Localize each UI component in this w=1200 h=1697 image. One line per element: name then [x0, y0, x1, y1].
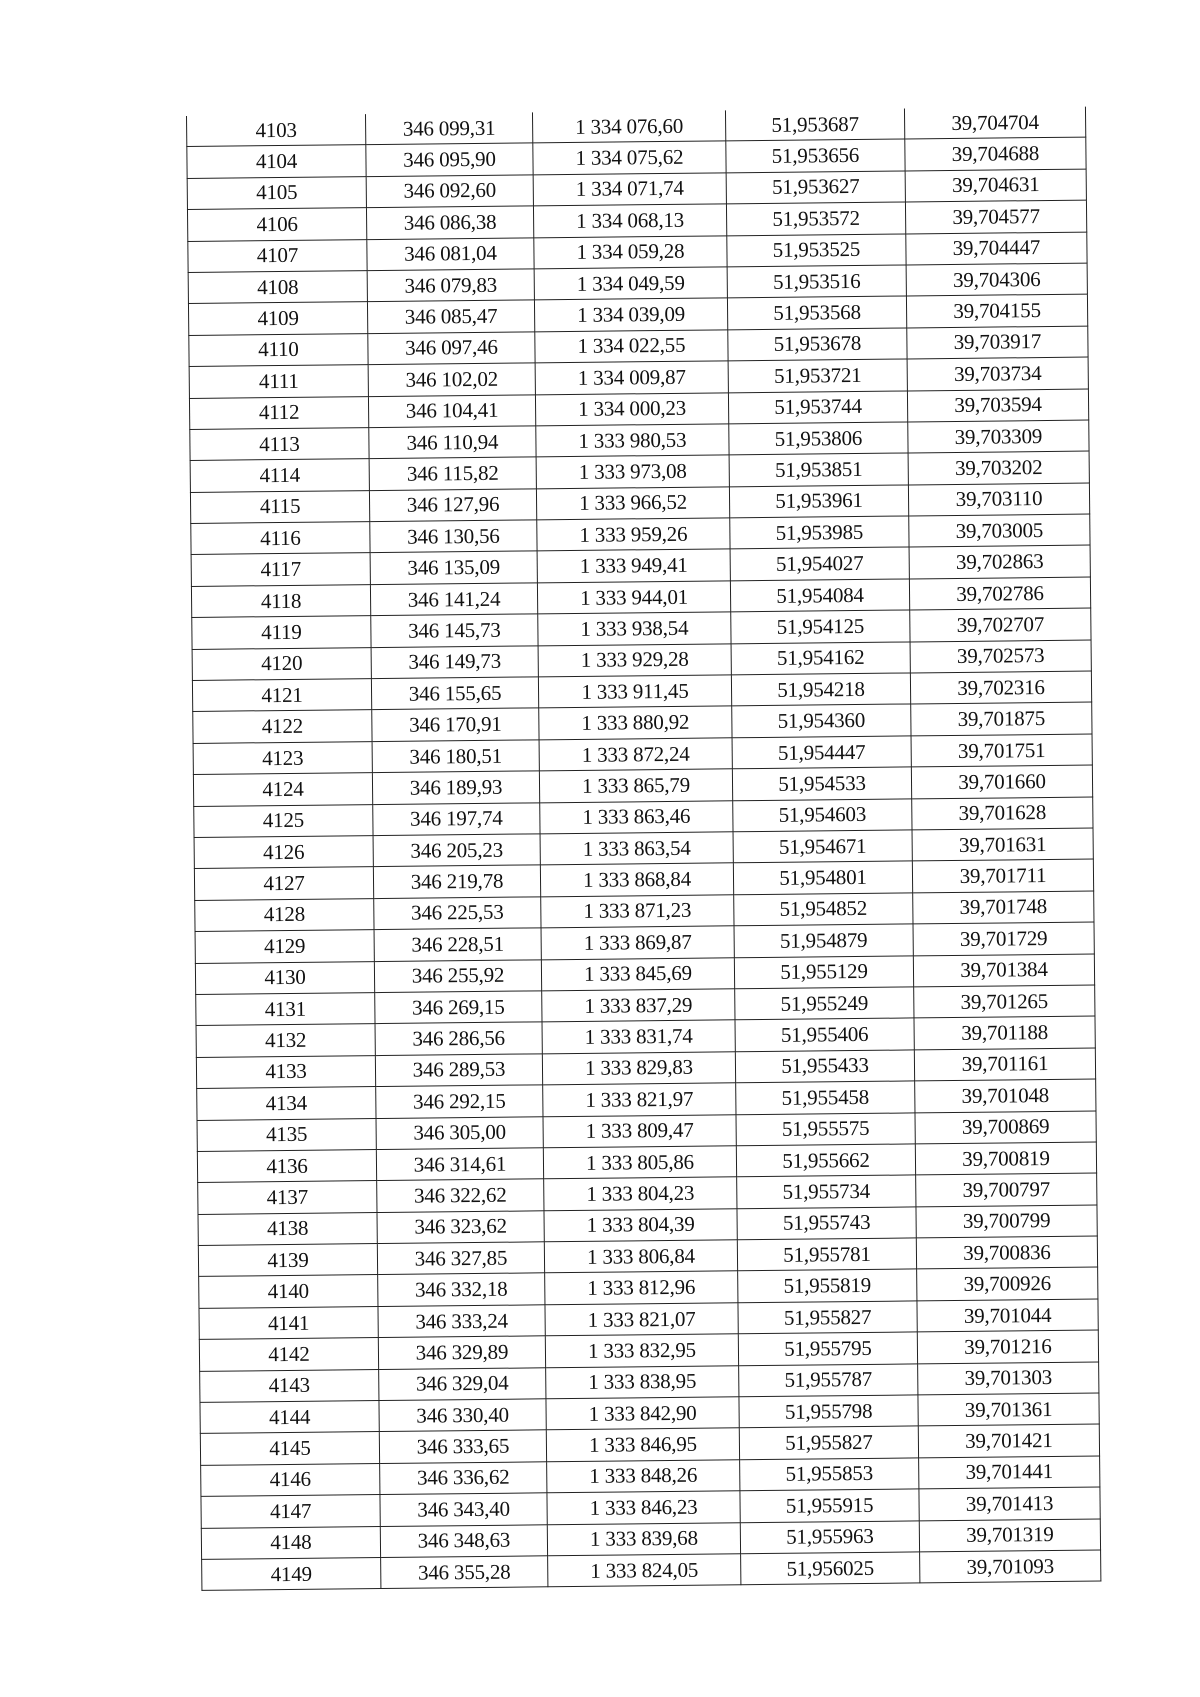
longitude-cell: 39,701384	[913, 954, 1094, 987]
longitude-cell: 39,701628	[912, 797, 1093, 830]
x-coordinate-cell: 346 305,00	[376, 1116, 543, 1149]
y-coordinate-cell: 1 333 944,01	[537, 581, 730, 614]
y-coordinate-cell: 1 333 824,05	[548, 1554, 741, 1587]
point-number-cell: 4135	[197, 1118, 376, 1151]
x-coordinate-cell: 346 322,62	[377, 1179, 544, 1212]
x-coordinate-cell: 346 330,40	[379, 1399, 546, 1432]
latitude-cell: 51,955819	[738, 1269, 917, 1302]
x-coordinate-cell: 346 348,63	[380, 1524, 547, 1557]
y-coordinate-cell: 1 333 831,74	[542, 1020, 735, 1053]
longitude-cell: 39,702863	[909, 546, 1090, 579]
longitude-cell: 39,704704	[904, 107, 1085, 140]
x-coordinate-cell: 346 289,53	[375, 1054, 542, 1087]
x-coordinate-cell: 346 329,04	[379, 1367, 546, 1400]
longitude-cell: 39,704155	[906, 294, 1087, 327]
latitude-cell: 51,954533	[732, 767, 911, 800]
x-coordinate-cell: 346 255,92	[374, 959, 541, 992]
x-coordinate-cell: 346 292,15	[376, 1085, 543, 1118]
x-coordinate-cell: 346 343,40	[380, 1493, 547, 1526]
x-coordinate-cell: 346 355,28	[381, 1556, 548, 1589]
point-number-cell: 4129	[195, 930, 374, 963]
longitude-cell: 39,701093	[920, 1550, 1101, 1583]
latitude-cell: 51,955249	[735, 987, 914, 1020]
longitude-cell: 39,700819	[915, 1142, 1096, 1175]
latitude-cell: 51,955787	[739, 1364, 918, 1397]
longitude-cell: 39,701303	[918, 1362, 1099, 1395]
x-coordinate-cell: 346 269,15	[375, 991, 542, 1024]
coordinates-table-container	[186, 107, 1095, 1592]
point-number-cell: 4148	[201, 1526, 380, 1559]
y-coordinate-cell: 1 333 812,96	[545, 1271, 738, 1304]
y-coordinate-cell: 1 334 039,09	[534, 298, 727, 331]
y-coordinate-cell: 1 333 872,24	[539, 738, 732, 771]
longitude-cell: 39,704631	[905, 169, 1086, 202]
x-coordinate-cell: 346 141,24	[370, 583, 537, 616]
longitude-cell: 39,701751	[911, 734, 1092, 767]
y-coordinate-cell: 1 333 805,86	[543, 1146, 736, 1179]
y-coordinate-cell: 1 333 938,54	[538, 612, 731, 645]
point-number-cell: 4126	[194, 836, 373, 869]
latitude-cell: 51,955827	[738, 1301, 917, 1334]
point-number-cell: 4144	[200, 1401, 379, 1434]
x-coordinate-cell: 346 180,51	[372, 740, 539, 773]
latitude-cell: 51,954879	[734, 924, 913, 957]
longitude-cell: 39,701441	[919, 1456, 1100, 1489]
y-coordinate-cell: 1 333 832,95	[545, 1334, 738, 1367]
longitude-cell: 39,701161	[914, 1048, 1095, 1081]
x-coordinate-cell: 346 219,78	[373, 865, 540, 898]
point-number-cell: 4139	[198, 1244, 377, 1277]
y-coordinate-cell: 1 334 049,59	[534, 267, 727, 300]
longitude-cell: 39,701875	[911, 702, 1092, 735]
longitude-cell: 39,701048	[915, 1079, 1096, 1112]
longitude-cell: 39,703110	[908, 483, 1089, 516]
y-coordinate-cell: 1 334 009,87	[535, 361, 728, 394]
longitude-cell: 39,703917	[907, 326, 1088, 359]
latitude-cell: 51,955129	[734, 955, 913, 988]
x-coordinate-cell: 346 086,38	[366, 206, 533, 239]
y-coordinate-cell: 1 333 842,90	[546, 1397, 739, 1430]
point-number-cell: 4111	[189, 365, 368, 398]
y-coordinate-cell: 1 334 076,60	[532, 110, 725, 143]
y-coordinate-cell: 1 333 966,52	[536, 487, 729, 520]
longitude-cell: 39,703594	[907, 389, 1088, 422]
y-coordinate-cell: 1 333 838,95	[546, 1365, 739, 1398]
longitude-cell: 39,701265	[914, 985, 1095, 1018]
longitude-cell: 39,704577	[905, 200, 1086, 233]
longitude-cell: 39,700869	[915, 1111, 1096, 1144]
latitude-cell: 51,954447	[732, 736, 911, 769]
point-number-cell: 4133	[196, 1055, 375, 1088]
x-coordinate-cell: 346 333,65	[379, 1430, 546, 1463]
y-coordinate-cell: 1 333 806,84	[544, 1240, 737, 1273]
latitude-cell: 51,953851	[729, 453, 908, 486]
point-number-cell: 4127	[194, 867, 373, 900]
x-coordinate-cell: 346 332,18	[378, 1273, 545, 1306]
x-coordinate-cell: 346 228,51	[374, 928, 541, 961]
y-coordinate-cell: 1 333 863,54	[540, 832, 733, 865]
point-number-cell: 4136	[197, 1149, 376, 1182]
latitude-cell: 51,954084	[730, 579, 909, 612]
longitude-cell: 39,701188	[914, 1016, 1095, 1049]
point-number-cell: 4134	[197, 1087, 376, 1120]
latitude-cell: 51,955963	[740, 1520, 919, 1553]
point-number-cell: 4138	[198, 1212, 377, 1245]
y-coordinate-cell: 1 333 804,23	[544, 1177, 737, 1210]
latitude-cell: 51,953678	[728, 328, 907, 361]
y-coordinate-cell: 1 333 868,84	[540, 863, 733, 896]
longitude-cell: 39,701319	[919, 1519, 1100, 1552]
latitude-cell: 51,955458	[736, 1081, 915, 1114]
point-number-cell: 4114	[190, 459, 369, 492]
longitude-cell: 39,704306	[906, 263, 1087, 296]
x-coordinate-cell: 346 149,73	[371, 645, 538, 678]
y-coordinate-cell: 1 333 869,87	[541, 926, 734, 959]
y-coordinate-cell: 1 334 059,28	[534, 235, 727, 268]
latitude-cell: 51,955853	[740, 1458, 919, 1491]
x-coordinate-cell: 346 079,83	[367, 269, 534, 302]
x-coordinate-cell: 346 170,91	[372, 708, 539, 741]
latitude-cell: 51,953525	[727, 234, 906, 267]
point-number-cell: 4123	[193, 741, 372, 774]
y-coordinate-cell: 1 333 863,46	[540, 800, 733, 833]
longitude-cell: 39,703734	[907, 357, 1088, 390]
point-number-cell: 4142	[199, 1338, 378, 1371]
latitude-cell: 51,955798	[739, 1395, 918, 1428]
coordinates-table	[186, 107, 1101, 1592]
y-coordinate-cell: 1 334 068,13	[533, 204, 726, 237]
longitude-cell: 39,702786	[909, 577, 1090, 610]
latitude-cell: 51,953572	[726, 202, 905, 235]
latitude-cell: 51,955575	[736, 1112, 915, 1145]
latitude-cell: 51,953516	[727, 265, 906, 298]
point-number-cell: 4147	[201, 1495, 380, 1528]
x-coordinate-cell: 346 145,73	[371, 614, 538, 647]
x-coordinate-cell: 346 333,24	[378, 1305, 545, 1338]
latitude-cell: 51,954603	[733, 799, 912, 832]
point-number-cell: 4121	[192, 679, 371, 712]
longitude-cell: 39,701421	[918, 1424, 1099, 1457]
point-number-cell: 4146	[201, 1463, 380, 1496]
longitude-cell: 39,703202	[908, 451, 1089, 484]
x-coordinate-cell: 346 327,85	[377, 1242, 544, 1275]
x-coordinate-cell: 346 336,62	[380, 1462, 547, 1495]
x-coordinate-cell: 346 155,65	[371, 677, 538, 710]
point-number-cell: 4107	[188, 239, 367, 272]
latitude-cell: 51,955915	[740, 1489, 919, 1522]
x-coordinate-cell: 346 197,74	[373, 802, 540, 835]
latitude-cell: 51,953806	[729, 422, 908, 455]
latitude-cell: 51,954671	[733, 830, 912, 863]
longitude-cell: 39,700836	[916, 1236, 1097, 1269]
latitude-cell: 51,954218	[731, 673, 910, 706]
x-coordinate-cell: 346 127,96	[369, 489, 536, 522]
latitude-cell: 51,953985	[730, 516, 909, 549]
latitude-cell: 51,954125	[731, 610, 910, 643]
point-number-cell: 4118	[191, 584, 370, 617]
latitude-cell: 51,955781	[737, 1238, 916, 1271]
point-number-cell: 4122	[193, 710, 372, 743]
point-number-cell: 4130	[195, 961, 374, 994]
y-coordinate-cell: 1 333 846,95	[546, 1428, 739, 1461]
latitude-cell: 51,955406	[735, 1018, 914, 1051]
x-coordinate-cell: 346 097,46	[368, 332, 535, 365]
y-coordinate-cell: 1 333 880,92	[539, 706, 732, 739]
x-coordinate-cell: 346 286,56	[375, 1022, 542, 1055]
y-coordinate-cell: 1 333 837,29	[542, 989, 735, 1022]
latitude-cell: 51,954360	[732, 704, 911, 737]
x-coordinate-cell: 346 102,02	[368, 363, 535, 396]
y-coordinate-cell: 1 333 949,41	[537, 549, 730, 582]
longitude-cell: 39,702316	[910, 671, 1091, 704]
y-coordinate-cell: 1 333 848,26	[547, 1460, 740, 1493]
latitude-cell: 51,955662	[736, 1144, 915, 1177]
x-coordinate-cell: 346 225,53	[374, 897, 541, 930]
y-coordinate-cell: 1 333 839,68	[547, 1522, 740, 1555]
x-coordinate-cell: 346 092,60	[366, 175, 533, 208]
y-coordinate-cell: 1 333 973,08	[536, 455, 729, 488]
latitude-cell: 51,955743	[737, 1207, 916, 1240]
latitude-cell: 51,955795	[738, 1332, 917, 1365]
longitude-cell: 39,701361	[918, 1393, 1099, 1426]
y-coordinate-cell: 1 333 821,97	[543, 1083, 736, 1116]
latitude-cell: 51,954162	[731, 642, 910, 675]
point-number-cell: 4108	[188, 271, 367, 304]
x-coordinate-cell: 346 104,41	[368, 394, 535, 427]
x-coordinate-cell: 346 115,82	[369, 457, 536, 490]
y-coordinate-cell: 1 334 071,74	[533, 173, 726, 206]
y-coordinate-cell: 1 333 929,28	[538, 643, 731, 676]
y-coordinate-cell: 1 333 871,23	[541, 895, 734, 928]
x-coordinate-cell: 346 110,94	[369, 426, 536, 459]
x-coordinate-cell: 346 189,93	[372, 771, 539, 804]
x-coordinate-cell: 346 081,04	[367, 237, 534, 270]
point-number-cell: 4106	[187, 208, 366, 241]
point-number-cell: 4115	[190, 490, 369, 523]
point-number-cell: 4128	[195, 898, 374, 931]
y-coordinate-cell: 1 334 075,62	[533, 141, 726, 174]
longitude-cell: 39,702707	[910, 608, 1091, 641]
latitude-cell: 51,953961	[729, 485, 908, 518]
longitude-cell: 39,700797	[916, 1173, 1097, 1206]
y-coordinate-cell: 1 333 959,26	[537, 518, 730, 551]
longitude-cell: 39,701660	[911, 765, 1092, 798]
latitude-cell: 51,953687	[725, 108, 904, 141]
longitude-cell: 39,700799	[916, 1205, 1097, 1238]
point-number-cell: 4145	[200, 1432, 379, 1465]
y-coordinate-cell: 1 333 846,23	[547, 1491, 740, 1524]
longitude-cell: 39,701631	[912, 828, 1093, 861]
point-number-cell: 4112	[189, 396, 368, 429]
point-number-cell: 4117	[191, 553, 370, 586]
point-number-cell: 4119	[192, 616, 371, 649]
latitude-cell: 51,955433	[735, 1050, 914, 1083]
y-coordinate-cell: 1 333 911,45	[538, 675, 731, 708]
latitude-cell: 51,954852	[734, 893, 913, 926]
longitude-cell: 39,701413	[919, 1487, 1100, 1520]
longitude-cell: 39,701729	[913, 922, 1094, 955]
longitude-cell: 39,703005	[909, 514, 1090, 547]
latitude-cell: 51,953568	[727, 296, 906, 329]
point-number-cell: 4110	[189, 333, 368, 366]
point-number-cell: 4132	[196, 1024, 375, 1057]
coordinates-table-body	[186, 107, 1100, 1591]
longitude-cell: 39,704447	[906, 232, 1087, 265]
point-number-cell: 4105	[187, 176, 366, 209]
longitude-cell: 39,703309	[908, 420, 1089, 453]
latitude-cell: 51,953744	[728, 390, 907, 423]
point-number-cell: 4113	[190, 428, 369, 461]
x-coordinate-cell: 346 323,62	[377, 1210, 544, 1243]
latitude-cell: 51,953656	[726, 139, 905, 172]
longitude-cell: 39,700926	[917, 1267, 1098, 1300]
x-coordinate-cell: 346 135,09	[370, 551, 537, 584]
point-number-cell: 4137	[198, 1181, 377, 1214]
y-coordinate-cell: 1 334 000,23	[535, 392, 728, 425]
point-number-cell: 4109	[188, 302, 367, 335]
latitude-cell: 51,955827	[739, 1426, 918, 1459]
y-coordinate-cell: 1 333 865,79	[539, 769, 732, 802]
longitude-cell: 39,701044	[917, 1299, 1098, 1332]
latitude-cell: 51,954027	[730, 547, 909, 580]
point-number-cell: 4124	[193, 773, 372, 806]
point-number-cell: 4140	[199, 1275, 378, 1308]
point-number-cell: 4103	[186, 114, 365, 147]
y-coordinate-cell: 1 333 829,83	[542, 1052, 735, 1085]
y-coordinate-cell: 1 333 845,69	[541, 957, 734, 990]
point-number-cell: 4116	[191, 522, 370, 555]
latitude-cell: 51,953627	[726, 171, 905, 204]
point-number-cell: 4131	[196, 993, 375, 1026]
point-number-cell: 4104	[187, 145, 366, 178]
latitude-cell: 51,954801	[733, 861, 912, 894]
latitude-cell: 51,953721	[728, 359, 907, 392]
y-coordinate-cell: 1 333 821,07	[545, 1303, 738, 1336]
y-coordinate-cell: 1 333 804,39	[544, 1208, 737, 1241]
x-coordinate-cell: 346 205,23	[373, 834, 540, 867]
x-coordinate-cell: 346 314,61	[376, 1148, 543, 1181]
longitude-cell: 39,702573	[910, 640, 1091, 673]
point-number-cell: 4149	[202, 1558, 381, 1591]
y-coordinate-cell: 1 333 809,47	[543, 1114, 736, 1147]
x-coordinate-cell: 346 329,89	[378, 1336, 545, 1369]
x-coordinate-cell: 346 099,31	[365, 112, 532, 145]
longitude-cell: 39,704688	[905, 137, 1086, 170]
longitude-cell: 39,701216	[917, 1330, 1098, 1363]
latitude-cell: 51,955734	[737, 1175, 916, 1208]
point-number-cell: 4120	[192, 647, 371, 680]
x-coordinate-cell: 346 095,90	[366, 143, 533, 176]
point-number-cell: 4141	[199, 1306, 378, 1339]
y-coordinate-cell: 1 333 980,53	[536, 424, 729, 457]
x-coordinate-cell: 346 130,56	[370, 520, 537, 553]
y-coordinate-cell: 1 334 022,55	[535, 330, 728, 363]
longitude-cell: 39,701711	[912, 859, 1093, 892]
longitude-cell: 39,701748	[913, 891, 1094, 924]
point-number-cell: 4143	[200, 1369, 379, 1402]
latitude-cell: 51,956025	[741, 1552, 920, 1585]
x-coordinate-cell: 346 085,47	[367, 300, 534, 333]
point-number-cell: 4125	[194, 804, 373, 837]
